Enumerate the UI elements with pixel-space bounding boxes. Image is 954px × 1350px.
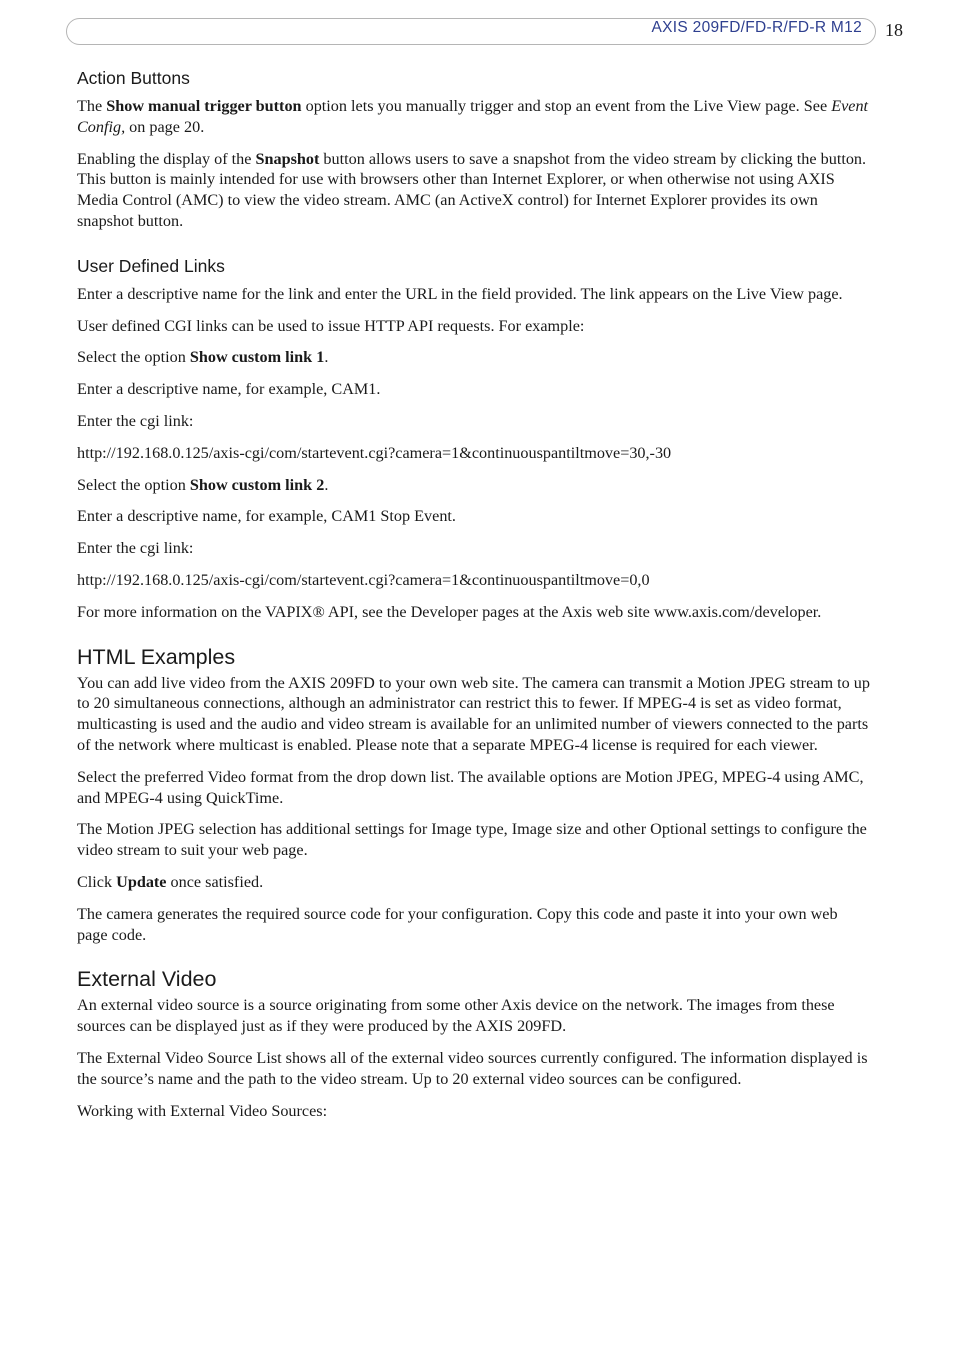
paragraph: Enter a descriptive name for the link and enter the URL in the field provided. The link appears on the Live View page. [77,284,843,303]
cross-reference: Event Config, [77,97,869,136]
paragraph: Enabling the display of the Snapshot button allows users to save a snapshot from the video stream by clicking the button. This button is mainly intended for use with browsers other than Internet Explorer, or when otherwise not using AXIS Media Control (AMC) to view the video stream. AMC (an ActiveX control) for Internet Explorer provides its own snapshot button. [77,149,867,230]
emphasis: Update [116,872,167,891]
paragraph: User defined CGI links can be used to issue HTTP API requests. For example: [77,316,585,335]
heading-user-defined-links: User Defined Links [77,255,225,276]
paragraph: Enter the cgi link: [77,411,194,430]
paragraph: You can add live video from the AXIS 209FD to your own web site. The camera can transmit a Motion JPEG stream to up to 20 simultaneous connections, although an administrator can restrict this to fewer. If MPEG-4 is set as video format, multicasting is used and the audio and video stream is available for an unlimited number of viewers connected to the parts of the network where multicast is enabled. Please note that a separate MPEG-4 license is required for each viewer. [77,673,870,754]
cgi-link-example: http://192.168.0.125/axis-cgi/com/startevent.cgi?camera=1&continuouspantiltmove=30,-30 [77,443,672,462]
cgi-link-example: http://192.168.0.125/axis-cgi/com/startevent.cgi?camera=1&continuouspantiltmove=0,0 [77,570,650,589]
paragraph: For more information on the VAPIX® API, see the Developer pages at the Axis web site www.axis.com/developer. [77,602,822,621]
paragraph: Enter a descriptive name, for example, CAM1 Stop Event. [77,507,456,526]
paragraph: The Motion JPEG selection has additional settings for Image type, Image size and other Optional settings to configure the video stream to suit your web page. [77,820,867,860]
heading-html-examples: HTML Examples [77,644,236,669]
paragraph: Enter a descriptive name, for example, CAM1. [77,380,381,399]
paragraph: Working with External Video Sources: [77,1101,328,1120]
paragraph: The Show manual trigger button option lets you manually trigger and stop an event from the Live View page. See Event Config, on page 20. [77,97,869,136]
emphasis: Show manual trigger button [106,97,302,115]
paragraph: Select the option Show custom link 2. [77,475,329,494]
emphasis: Snapshot [255,149,320,168]
page-body [77,68,872,1132]
paragraph: Enter the cgi link: [77,539,194,558]
paragraph: An external video source is a source originating from some other Axis device on the network. The images from these sources can be displayed just as if they were produced by the AXIS 209FD. [77,996,835,1036]
heading-external-video: External Video [77,967,217,992]
paragraph: Select the option Show custom link 1. [77,348,329,367]
paragraph: Click Update once satisfied. [77,872,264,891]
paragraph: The External Video Source List shows all of the external video sources currently configured. The information displayed is the source’s name and the path to the video stream. Up to 20 external video sources can be configured. [77,1048,868,1088]
document-title: AXIS 209FD/FD-R/FD-R M12 [651,19,862,36]
page-number: 18 [885,20,903,40]
paragraph: Select the preferred Video format from the drop down list. The available options are Motion JPEG, MPEG-4 using AMC, and MPEG-4 using QuickTime. [77,767,864,807]
emphasis: Show custom link 1 [189,348,325,367]
heading-action-buttons: Action Buttons [77,68,190,88]
emphasis: Show custom link 2 [189,475,325,494]
paragraph: The camera generates the required source code for your configuration. Copy this code and paste it into your own web page code. [77,904,838,944]
